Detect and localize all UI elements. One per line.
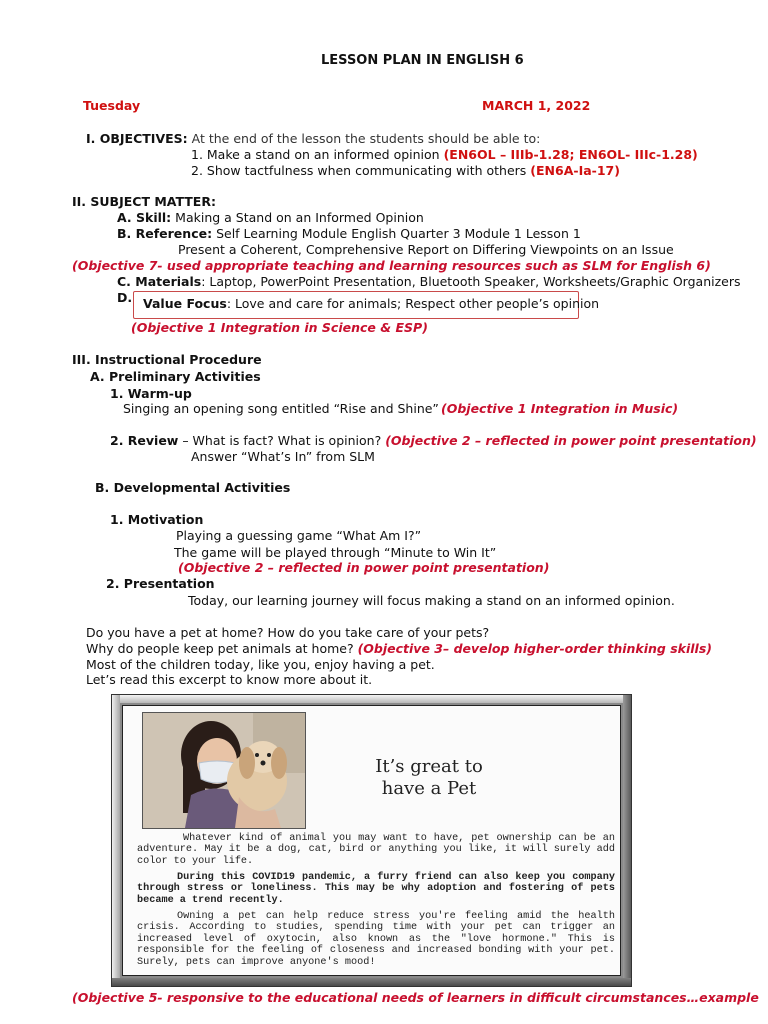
developmental-heading: B. Developmental Activities xyxy=(95,480,291,495)
materials-label: C. Materials xyxy=(117,274,202,289)
excerpt-paragraph-2: During this COVID19 pandemic, a furry friend can also keep you company through stress or loneliness. This may be why adoption and fostering of pets became a trend recently. xyxy=(137,872,615,906)
motivation-label: 1. Motivation xyxy=(110,512,204,527)
question-2: Why do people keep pet animals at home? xyxy=(86,641,354,656)
value-focus-value: : Love and care for animals; Respect other people’s opinion xyxy=(226,296,600,311)
objective-5-note: (Objective 5- responsive to the educational needs of learners in difficult circumstances…example xyxy=(72,990,759,1005)
excerpt-paragraph-3: Owning a pet can help reduce stress you're feeling amid the health crisis. According to studies, spending time with your pet can trigger an increased level of oxytocin, also known as the "love hormone." This is responsible for the feeling of closeness and increased bonding with your pet. Surely, pets can improve anyone's mood! xyxy=(137,911,615,968)
review-line xyxy=(110,433,757,449)
objective-item xyxy=(191,163,620,179)
subject-matter-heading: II. SUBJECT MATTER: xyxy=(72,194,216,209)
objective-text: 2. Show tactfulness when communicating with others xyxy=(191,163,527,178)
preliminary-heading: A. Preliminary Activities xyxy=(90,369,261,384)
objectives-heading: I. OBJECTIVES: xyxy=(86,131,188,146)
reference-label: B. Reference: xyxy=(117,226,213,241)
discussion-line-4: Let’s read this excerpt to know more about it. xyxy=(86,672,373,687)
presentation-text: Today, our learning journey will focus making a stand on an informed opinion. xyxy=(188,593,675,608)
excerpt-paragraph-1: Whatever kind of animal you may want to have, pet ownership can be an adventure. May it be a dog, cat, bird or anything you like, it will surely add color to your life. xyxy=(137,833,615,867)
materials-value: : Laptop, PowerPoint Presentation, Bluetooth Speaker, Worksheets/Graphic Organizers xyxy=(201,274,741,289)
motivation-objective: (Objective 2 – reflected in power point presentation) xyxy=(178,560,550,575)
objectives-line xyxy=(86,131,540,147)
objective-code: (EN6OL – IIIb-1.28; EN6OL- IIIc-1.28) xyxy=(443,147,698,162)
warmup-text: Singing an opening song entitled “Rise and Shine” xyxy=(123,401,439,416)
skill-label: A. Skill: xyxy=(117,210,172,225)
lesson-day: Tuesday xyxy=(83,98,141,113)
warmup-objective: (Objective 1 Integration in Music) xyxy=(441,401,679,416)
objective-code: (EN6A-Ia-17) xyxy=(530,163,620,178)
value-focus-label: Value Focus xyxy=(143,296,227,311)
review-objective: (Objective 2 – reflected in power point presentation) xyxy=(385,433,757,448)
motivation-line-1: Playing a guessing game “What Am I?” xyxy=(176,528,422,543)
objective-text: 1. Make a stand on an informed opinion xyxy=(191,147,440,162)
objective-1-science-note: (Objective 1 Integration in Science & ESP) xyxy=(131,320,428,335)
excerpt-panel xyxy=(122,705,621,976)
review-label: 2. Review xyxy=(110,433,179,448)
girl-with-dog-photo xyxy=(142,712,306,829)
reference-line xyxy=(117,226,581,242)
procedure-heading: III. Instructional Procedure xyxy=(72,352,262,367)
skill-line xyxy=(117,210,424,226)
excerpt-figure xyxy=(111,694,632,987)
page-title: LESSON PLAN IN ENGLISH 6 xyxy=(321,53,524,68)
presentation-label: 2. Presentation xyxy=(106,576,215,591)
item-d-label: D. xyxy=(117,290,133,305)
review-answer: Answer “What’s In” from SLM xyxy=(191,449,375,464)
reference-line-2: Present a Coherent, Comprehensive Report on Differing Viewpoints on an Issue xyxy=(178,242,674,257)
question-2-objective: (Objective 3– develop higher-order thinking skills) xyxy=(357,641,712,656)
question-2-line xyxy=(86,641,712,657)
excerpt-title-line-1: It’s great to xyxy=(375,756,483,777)
objective-item xyxy=(191,147,698,163)
question-1: Do you have a pet at home? How do you take care of your pets? xyxy=(86,625,490,640)
excerpt-title xyxy=(349,756,509,800)
motivation-line-2: The game will be played through “Minute to Win It” xyxy=(174,545,497,560)
warmup-label: 1. Warm-up xyxy=(110,386,192,401)
materials-line xyxy=(117,274,741,290)
objectives-intro: At the end of the lesson the students should be able to: xyxy=(191,131,541,146)
skill-value: Making a Stand on an Informed Opinion xyxy=(175,210,424,225)
objective-7-note: (Objective 7- used appropriate teaching and learning resources such as SLM for English 6) xyxy=(72,258,711,273)
excerpt-title-line-2: have a Pet xyxy=(381,778,477,799)
reference-value: Self Learning Module English Quarter 3 Module 1 Lesson 1 xyxy=(216,226,581,241)
discussion-line-3: Most of the children today, like you, enjoy having a pet. xyxy=(86,657,435,672)
lesson-date: MARCH 1, 2022 xyxy=(482,98,591,113)
value-focus-line xyxy=(143,296,599,312)
review-text: – What is fact? What is opinion? xyxy=(178,433,382,448)
